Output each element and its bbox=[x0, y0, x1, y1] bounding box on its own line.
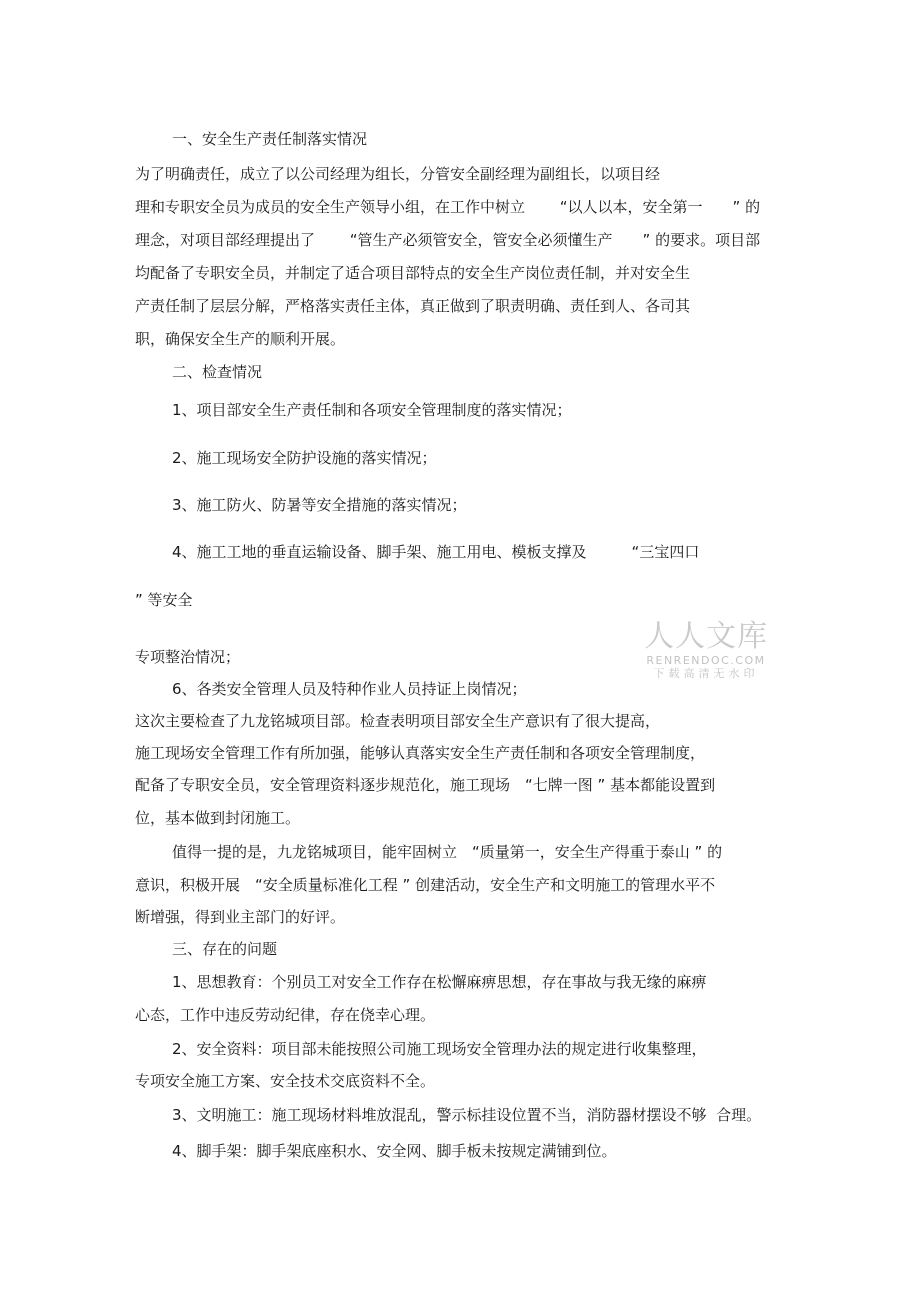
watermark-title: 人人文库 bbox=[644, 619, 768, 654]
paragraph-line: 意识，积极开展 “安全质量标准化工程 ” 创建活动，安全生产和文明施工的管理水平不 bbox=[135, 876, 716, 894]
paragraph-line: 位，基本做到封闭施工。 bbox=[135, 809, 301, 827]
watermark-tagline: 下载高清无水印 bbox=[653, 667, 759, 680]
section-heading-1: 一、安全生产责任制落实情况 bbox=[172, 130, 368, 148]
list-item: 6、各类安全管理人员及特种作业人员持证上岗情况； bbox=[172, 680, 527, 698]
paragraph-line: 值得一提的是，九龙铭城项目，能牢固树立 “质量第一，安全生产得重于泰山 ” 的 bbox=[172, 843, 723, 861]
list-item: 2、安全资料：项目部未能按照公司施工现场安全管理办法的规定进行收集整理， bbox=[172, 1040, 707, 1058]
section-heading-2: 二、检查情况 bbox=[172, 363, 263, 381]
paragraph-line: 理和专职安全员为成员的安全生产领导小组，在工作中树立 “以人以本，安全第一 ” 的 bbox=[135, 198, 761, 216]
list-item: 3、文明施工：施工现场材料堆放混乱，警示标挂设位置不当，消防器材摆设不够 合理。 bbox=[172, 1106, 762, 1124]
list-item: 1、思想教育：个别员工对安全工作存在松懈麻痹思想，存在事故与我无缘的麻痹 bbox=[172, 973, 707, 991]
list-item: 3、施工防火、防暑等安全措施的落实情况； bbox=[172, 496, 467, 514]
paragraph-line: 断增强，得到业主部门的好评。 bbox=[135, 908, 346, 926]
list-item: 4、脚手架：脚手架底座积水、安全网、脚手板未按规定满铺到位。 bbox=[172, 1142, 617, 1160]
paragraph-line: 产责任制了层层分解，严格落实责任主体，真正做到了职责明确、责任到人、各司其 bbox=[135, 297, 691, 315]
paragraph-line: 为了明确责任，成立了以公司经理为组长，分管安全副经理为副组长，以项目经 bbox=[135, 165, 661, 183]
list-item-continuation: 专项整治情况； bbox=[135, 648, 241, 666]
list-item-continuation: 专项安全施工方案、安全技术交底资料不全。 bbox=[135, 1072, 436, 1090]
paragraph-line: 均配备了专职安全员，并制定了适合项目部特点的安全生产岗位责任制，并对安全生 bbox=[135, 264, 691, 282]
watermark-site: RENRENDOC.COM bbox=[646, 654, 766, 667]
paragraph-line: 施工现场安全管理工作有所加强，能够认真落实安全生产责任制和各项安全管理制度， bbox=[135, 744, 706, 762]
paragraph-line: 职，确保安全生产的顺利开展。 bbox=[135, 330, 346, 348]
list-item: 2、施工现场安全防护设施的落实情况； bbox=[172, 449, 437, 467]
watermark-logo bbox=[636, 620, 776, 681]
paragraph-line: 理念，对项目部经理提出了 “管生产必须管安全，管安全必须懂生产 ” 的要求。项目部 bbox=[135, 231, 761, 249]
list-item-continuation: ” 等安全 bbox=[135, 591, 193, 609]
paragraph-line: 配备了专职安全员，安全管理资料逐步规范化，施工现场 “七牌一图 ” 基本都能设置到 bbox=[135, 776, 716, 794]
list-item: 4、施工工地的垂直运输设备、脚手架、施工用电、模板支撑及 “三宝四口 bbox=[172, 543, 700, 561]
paragraph-line: 这次主要检查了九龙铭城项目部。检查表明项目部安全生产意识有了很大提高， bbox=[135, 712, 661, 730]
section-heading-3: 三、存在的问题 bbox=[172, 940, 278, 958]
list-item: 1、项目部安全生产责任制和各项安全管理制度的落实情况； bbox=[172, 401, 572, 419]
list-item-continuation: 心态，工作中违反劳动纪律，存在侥幸心理。 bbox=[135, 1006, 436, 1024]
